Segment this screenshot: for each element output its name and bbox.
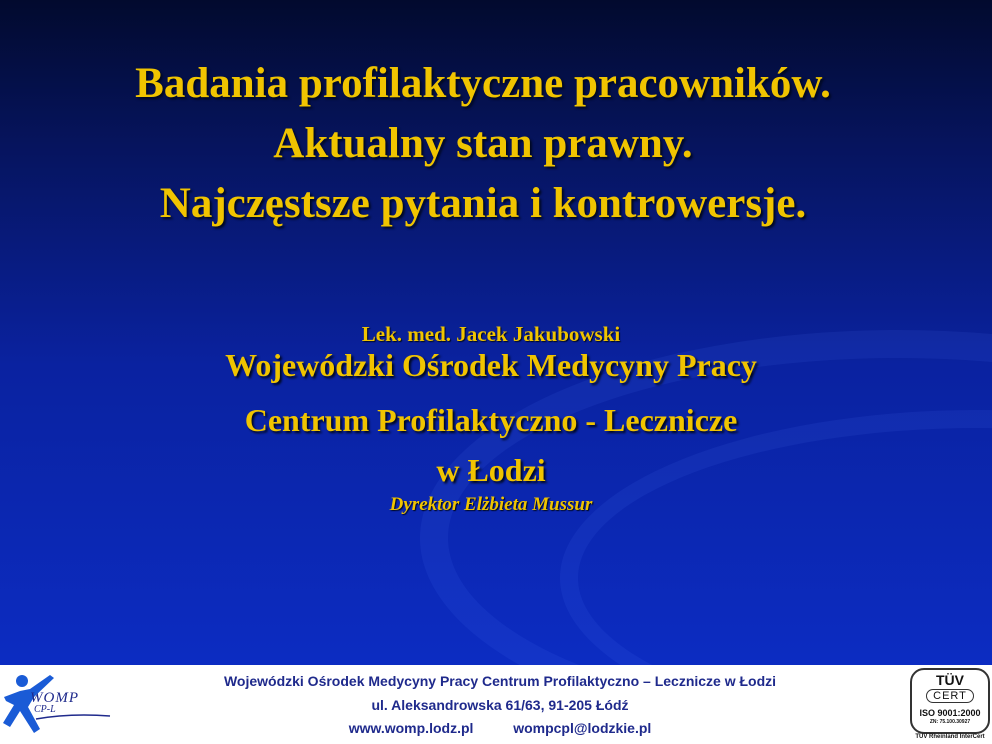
logo-subtitle: CP-L [34,704,56,715]
slide-title-line-3: Najczęstsze pytania i kontrowersje. [159,180,807,227]
footer-email-link[interactable]: wompcpl@lodzkie.pl [513,720,652,736]
cert-label: CERT [926,689,974,703]
tuv-cert-badge-icon [906,668,990,742]
footer-organization: Wojewódzki Ośrodek Medycyny Pracy Centrum Profilaktyczno – Lecznicze w Łodzi [223,673,777,689]
cert-issuer: TÜV Rheinland InterCert [915,734,985,740]
author-name: Lek. med. Jacek Jakubowski [361,322,621,346]
cert-brand: TÜV [936,672,964,688]
cert-number: ZN: 75.100.30927 [929,719,971,725]
organization-line-2: Centrum Profilaktyczno - Lecznicze [244,402,738,438]
footer-contact [140,720,860,736]
slide-title-line-2: Aktualny stan prawny. [273,120,693,167]
director-name: Dyrektor Elżbieta Mussur [389,494,593,515]
organization-line-1: Wojewódzki Ośrodek Medycyny Pracy [225,347,757,383]
organization-line-3: w Łodzi [436,452,546,488]
footer-website-link[interactable]: www.womp.lodz.pl [348,720,474,736]
logo-name: WOMP [30,690,79,706]
slide-title-line-1: Badania profilaktyczne pracowników. [135,60,831,107]
cert-standard: ISO 9001:2000 [919,708,981,718]
footer-address: ul. Aleksandrowska 61/63, 91-205 Łódź [371,697,629,713]
